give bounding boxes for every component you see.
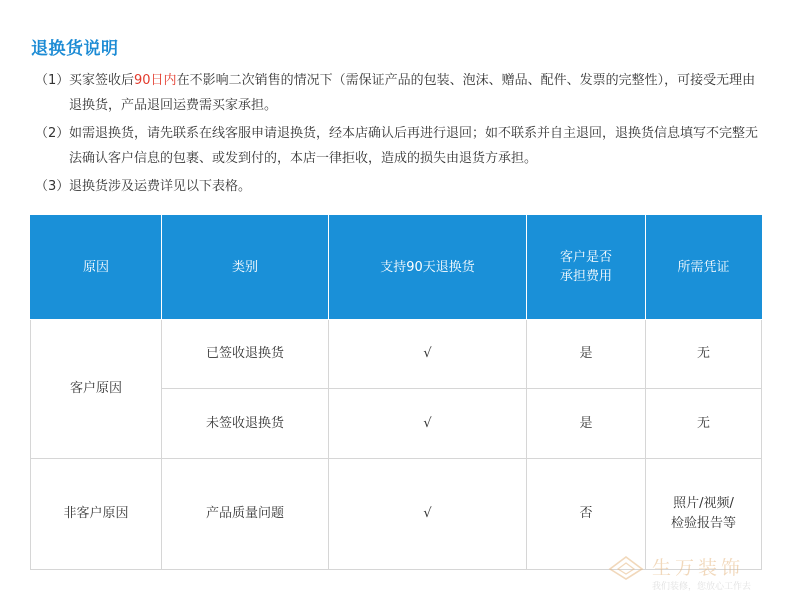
header-support-90-days: 支持90天退换货 <box>329 215 527 320</box>
rule-number: （1） <box>35 73 70 88</box>
watermark <box>606 553 776 593</box>
rule-text: 在不影响二次销售的情况下（需保证产品的包装、泡沫、赠品、配件、发票的完整性），可接受无理由退换货，产品退回运费需买家承担。 <box>69 73 756 113</box>
header-proof: 所需凭证 <box>646 215 762 320</box>
header-category: 类别 <box>162 215 329 320</box>
support-cell: √ <box>329 320 527 389</box>
rule-text: 买家签收后 <box>69 73 135 88</box>
fee-cell: 是 <box>527 320 646 389</box>
rule-2 <box>35 121 765 171</box>
rule-highlight: 90日内 <box>134 73 177 88</box>
rule-3 <box>35 174 765 199</box>
rule-number: （2） <box>35 126 70 141</box>
table-row <box>31 320 762 389</box>
category-cell: 已签收退换货 <box>162 320 329 389</box>
return-policy-table <box>30 215 762 570</box>
diamond-logo-icon <box>606 555 646 581</box>
proof-cell: 无 <box>646 320 762 389</box>
category-cell: 产品质量问题 <box>162 459 329 570</box>
category-cell: 未签收退换货 <box>162 389 329 459</box>
rule-text: 如需退换货，请先联系在线客服申请退换货，经本店确认后再进行退回；如不联系并自主退回，退换货信息填写不完整无法确认客户信息的包裹、或发到付的，本店一律拒收，造成的损失由退货方承担。 <box>69 126 759 166</box>
table-header-row <box>31 215 762 320</box>
proof-cell: 照片/视频/ 检验报告等 <box>646 459 762 570</box>
header-customer-fee: 客户是否 承担费用 <box>527 215 646 320</box>
reason-cell: 非客户原因 <box>31 459 162 570</box>
fee-cell: 否 <box>527 459 646 570</box>
watermark-subtitle: 我们装修，您放心工作去 <box>652 582 752 592</box>
rules-list <box>35 68 765 202</box>
support-cell: √ <box>329 459 527 570</box>
page-title: 退换货说明 <box>31 39 119 59</box>
fee-cell: 是 <box>527 389 646 459</box>
rule-text: 退换货涉及运费详见以下表格。 <box>69 179 252 194</box>
proof-cell: 无 <box>646 389 762 459</box>
reason-cell: 客户原因 <box>31 320 162 459</box>
rule-1 <box>35 68 765 118</box>
rule-number: （3） <box>35 179 70 194</box>
watermark-title: 生万装饰 <box>652 557 745 579</box>
support-cell: √ <box>329 389 527 459</box>
header-reason: 原因 <box>31 215 162 320</box>
